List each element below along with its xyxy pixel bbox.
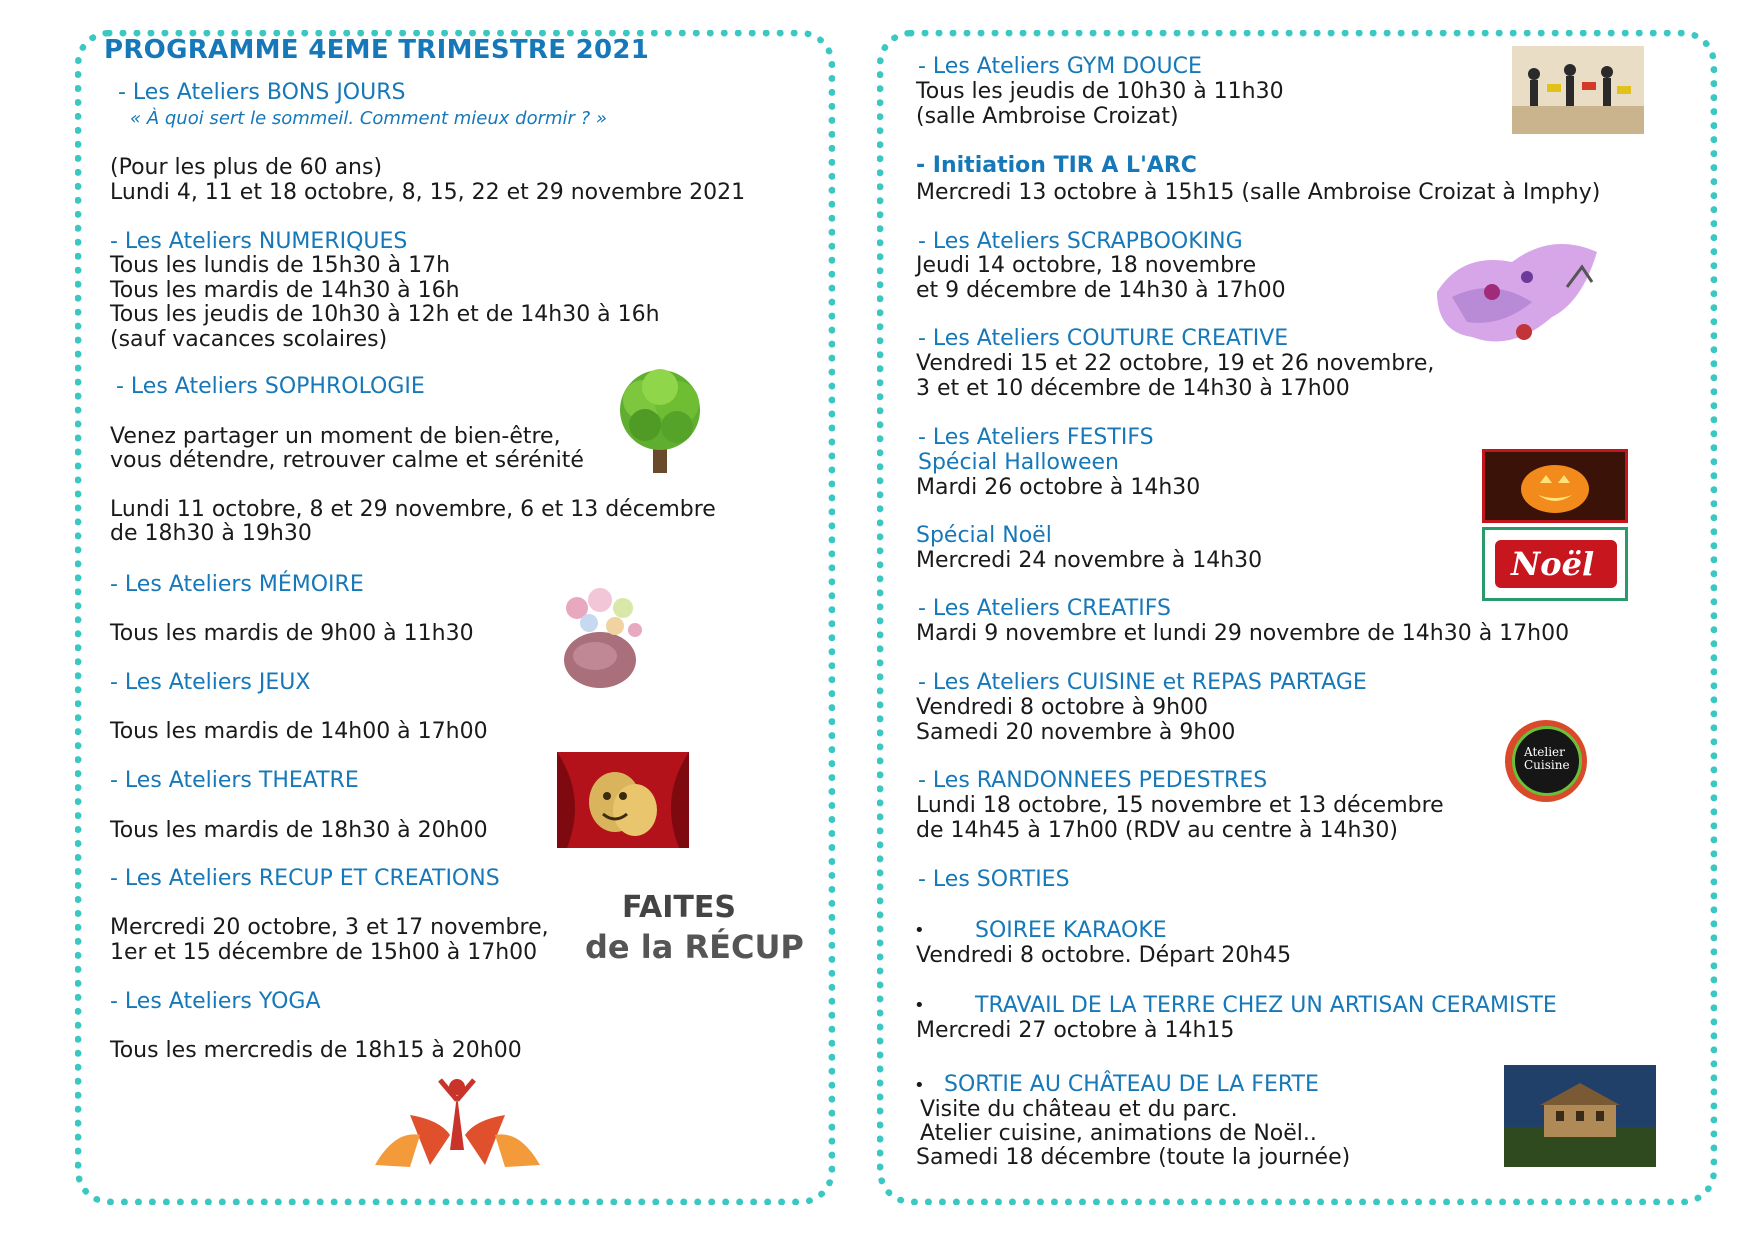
memoire-heading: - Les Ateliers MÉMOIRE <box>110 572 364 597</box>
couture-heading: - Les Ateliers COUTURE CREATIVE <box>918 326 1289 351</box>
cuisine-line: Samedi 20 novembre à 9h00 <box>916 720 1236 745</box>
tir-line: Mercredi 13 octobre à 15h15 (salle Ambroise Croizat à Imphy) <box>916 180 1601 205</box>
sophrologie-line: vous détendre, retrouver calme et sérénité <box>110 448 584 473</box>
couture-line: 3 et et 10 décembre de 14h30 à 17h00 <box>916 376 1350 401</box>
pumpkin-image <box>1482 449 1628 523</box>
chateau-line: Visite du château et du parc. <box>920 1097 1238 1122</box>
festifs-heading: - Les Ateliers FESTIFS <box>918 425 1154 450</box>
cuisine-heading: - Les Ateliers CUISINE et REPAS PARTAGE <box>918 670 1367 695</box>
jeux-heading: - Les Ateliers JEUX <box>110 670 311 695</box>
theatre-masks-image <box>557 752 689 848</box>
yoga-figures-image <box>370 1075 545 1170</box>
recup-line: 1er et 15 décembre de 15h00 à 17h00 <box>110 940 538 965</box>
halloween-label: Spécial Halloween <box>918 450 1119 475</box>
gym-line: Tous les jeudis de 10h30 à 11h30 <box>916 79 1284 104</box>
scrap-line: Jeudi 14 octobre, 18 novembre <box>916 253 1257 278</box>
atelier-cuisine-badge <box>1500 716 1600 806</box>
bons-jours-audience: (Pour les plus de 60 ans) <box>110 155 383 180</box>
cuisine-badge-text: Atelier <box>1524 745 1565 759</box>
scrap-line: et 9 décembre de 14h30 à 17h00 <box>916 278 1286 303</box>
recup-heading: - Les Ateliers RECUP ET CREATIONS <box>110 866 500 891</box>
yoga-schedule: Tous les mercredis de 18h15 à 20h00 <box>110 1038 522 1063</box>
jeux-schedule: Tous les mardis de 14h00 à 17h00 <box>110 719 488 744</box>
recup-logo-line: de la RÉCUP <box>585 928 804 966</box>
theatre-heading: - Les Ateliers THEATRE <box>110 768 359 793</box>
tir-heading: - Initiation TIR A L'ARC <box>916 153 1197 178</box>
gym-heading: - Les Ateliers GYM DOUCE <box>918 54 1202 79</box>
noel-badge <box>1482 527 1628 601</box>
page-title: PROGRAMME 4EME TRIMESTRE 2021 <box>104 35 650 65</box>
rando-heading: - Les RANDONNEES PEDESTRES <box>918 768 1268 793</box>
bullet-icon: • <box>914 1075 925 1096</box>
numeriques-line: Tous les mardis de 14h30 à 16h <box>110 278 460 303</box>
chateau-line: Samedi 18 décembre (toute la journée) <box>916 1145 1351 1170</box>
sophrologie-heading: - Les Ateliers SOPHROLOGIE <box>116 374 425 399</box>
creatifs-heading: - Les Ateliers CREATIFS <box>918 596 1171 621</box>
memoire-schedule: Tous les mardis de 9h00 à 11h30 <box>110 621 474 646</box>
karaoke-line: Vendredi 8 octobre. Départ 20h45 <box>916 943 1292 968</box>
sophrologie-dates: de 18h30 à 19h30 <box>110 521 312 546</box>
numeriques-heading: - Les Ateliers NUMERIQUES <box>110 229 408 254</box>
recup-line: Mercredi 20 octobre, 3 et 17 novembre, <box>110 915 549 940</box>
halloween-date: Mardi 26 octobre à 14h30 <box>916 475 1201 500</box>
chateau-photo <box>1504 1065 1656 1167</box>
bullet-icon: • <box>914 995 925 1016</box>
scrap-heading: - Les Ateliers SCRAPBOOKING <box>918 229 1243 254</box>
bullet-icon: • <box>914 920 925 941</box>
creatifs-line: Mardi 9 novembre et lundi 29 novembre de 14h30 à 17h00 <box>916 621 1570 646</box>
terre-title: TRAVAIL DE LA TERRE CHEZ UN ARTISAN CERAMISTE <box>975 993 1557 1018</box>
noel-date: Mercredi 24 novembre à 14h30 <box>916 548 1263 573</box>
couture-line: Vendredi 15 et 22 octobre, 19 et 26 novembre, <box>916 351 1435 376</box>
rando-line: de 14h45 à 17h00 (RDV au centre à 14h30) <box>916 818 1398 843</box>
bons-jours-quote: « À quoi sert le sommeil. Comment mieux dormir ? » <box>130 108 608 129</box>
numeriques-line: Tous les jeudis de 10h30 à 12h et de 14h30 à 16h <box>110 302 660 327</box>
noel-badge-text: Noël <box>1511 545 1595 583</box>
cuisine-line: Vendredi 8 octobre à 9h00 <box>916 695 1209 720</box>
numeriques-line: (sauf vacances scolaires) <box>110 327 388 352</box>
noel-label: Spécial Noël <box>916 523 1052 548</box>
sophrologie-line: Venez partager un moment de bien-être, <box>110 424 561 449</box>
yoga-heading: - Les Ateliers YOGA <box>110 989 321 1014</box>
gym-line: (salle Ambroise Croizat) <box>916 104 1179 129</box>
left-panel-border <box>75 30 835 1205</box>
sophrologie-dates: Lundi 11 octobre, 8 et 29 novembre, 6 et 13 décembre <box>110 497 716 522</box>
rando-line: Lundi 18 octobre, 15 novembre et 13 décembre <box>916 793 1444 818</box>
numeriques-line: Tous les lundis de 15h30 à 17h <box>110 253 451 278</box>
bons-jours-dates: Lundi 4, 11 et 18 octobre, 8, 15, 22 et 29 novembre 2021 <box>110 180 746 205</box>
terre-line: Mercredi 27 octobre à 14h15 <box>916 1018 1235 1043</box>
cuisine-badge-text: Cuisine <box>1524 758 1570 772</box>
bons-jours-heading: - Les Ateliers BONS JOURS <box>118 80 406 105</box>
scrapbooking-image <box>1432 222 1607 354</box>
recup-logo-line: FAITES <box>622 890 736 925</box>
tree-image <box>605 365 715 475</box>
sorties-heading: - Les SORTIES <box>918 867 1070 892</box>
chateau-title: SORTIE AU CHÂTEAU DE LA FERTE <box>944 1072 1319 1097</box>
theatre-schedule: Tous les mardis de 18h30 à 20h00 <box>110 818 488 843</box>
chateau-line: Atelier cuisine, animations de Noël.. <box>920 1121 1317 1146</box>
brain-flowers-image <box>555 578 655 693</box>
gym-photo <box>1512 46 1644 134</box>
karaoke-title: SOIREE KARAOKE <box>975 918 1167 943</box>
